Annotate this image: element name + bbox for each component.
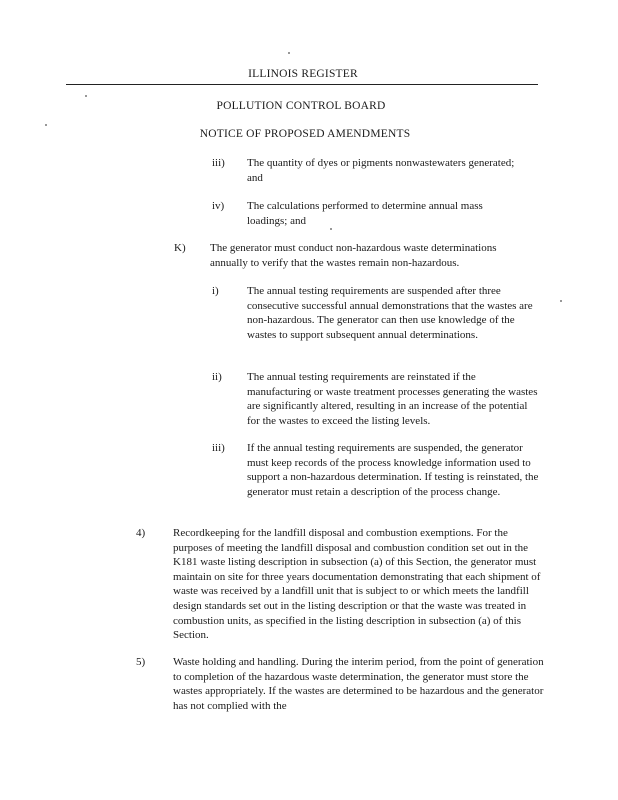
register-title: ILLINOIS REGISTER [248,68,358,80]
item-label-k-ii: ii) [212,371,222,383]
item-label-iv: iv) [212,200,225,212]
item-label-k-iii: iii) [212,442,225,454]
paragraph-text-4: Recordkeeping for the landfill disposal and combustion exemptions. For the purposes of meeting the landfill disposal and combustion condition set out in the K181 waste listing description in subsection (a) of this Section, the generator must maintain on site for three years documentation demonstrating that each shipment of waste was received by a landfill unit that is subject to or which meets the landfill design standards set out in the listing description or that the waste was treated in combustion units, as specified in the listing description in subsection (a) of this Section. [173,527,541,642]
header-rule [66,84,538,85]
item-label-k-i: i) [212,285,219,297]
item-text-k-iii: If the annual testing requirements are suspended, the generator must keep records of the process knowledge information used to support a non-hazardous determination. If testing is reinstated, the generator must retain a description of the process change. [247,442,539,498]
item-text-iv: The calculations performed to determine annual mass loadings; and [247,200,483,227]
board-name: POLLUTION CONTROL BOARD [216,100,386,112]
item-label-k: K) [174,242,186,254]
notice-heading: NOTICE OF PROPOSED AMENDMENTS [199,128,411,140]
item-text-k-i: The annual testing requirements are suspended after three consecutive successful annual demonstrations that the wastes are non-hazardous. The generator can then use knowledge of the wastes to support subsequent annual determinations. [247,285,533,341]
paragraph-text-5: Waste holding and handling. During the interim period, from the point of generation to completion of the hazardous waste determination, the generator must store the wastes appropriately. If the wastes are determined to be hazardous and the generator has not complied with the [173,656,544,712]
item-label-iii-dyes: iii) [212,157,225,169]
item-text-iii-dyes: The quantity of dyes or pigments nonwastewaters generated; and [247,157,515,184]
item-text-k: The generator must conduct non-hazardous waste determinations annually to verify that the wastes remain non-hazardous. [210,242,497,269]
paragraph-label-5: 5) [136,656,146,668]
item-text-k-ii: The annual testing requirements are reinstated if the manufacturing or waste treatment processes generating the wastes are significantly altered, resulting in an increase of the potential for the wastes to exceed the listing levels. [247,371,538,427]
paragraph-label-4: 4) [136,527,146,539]
